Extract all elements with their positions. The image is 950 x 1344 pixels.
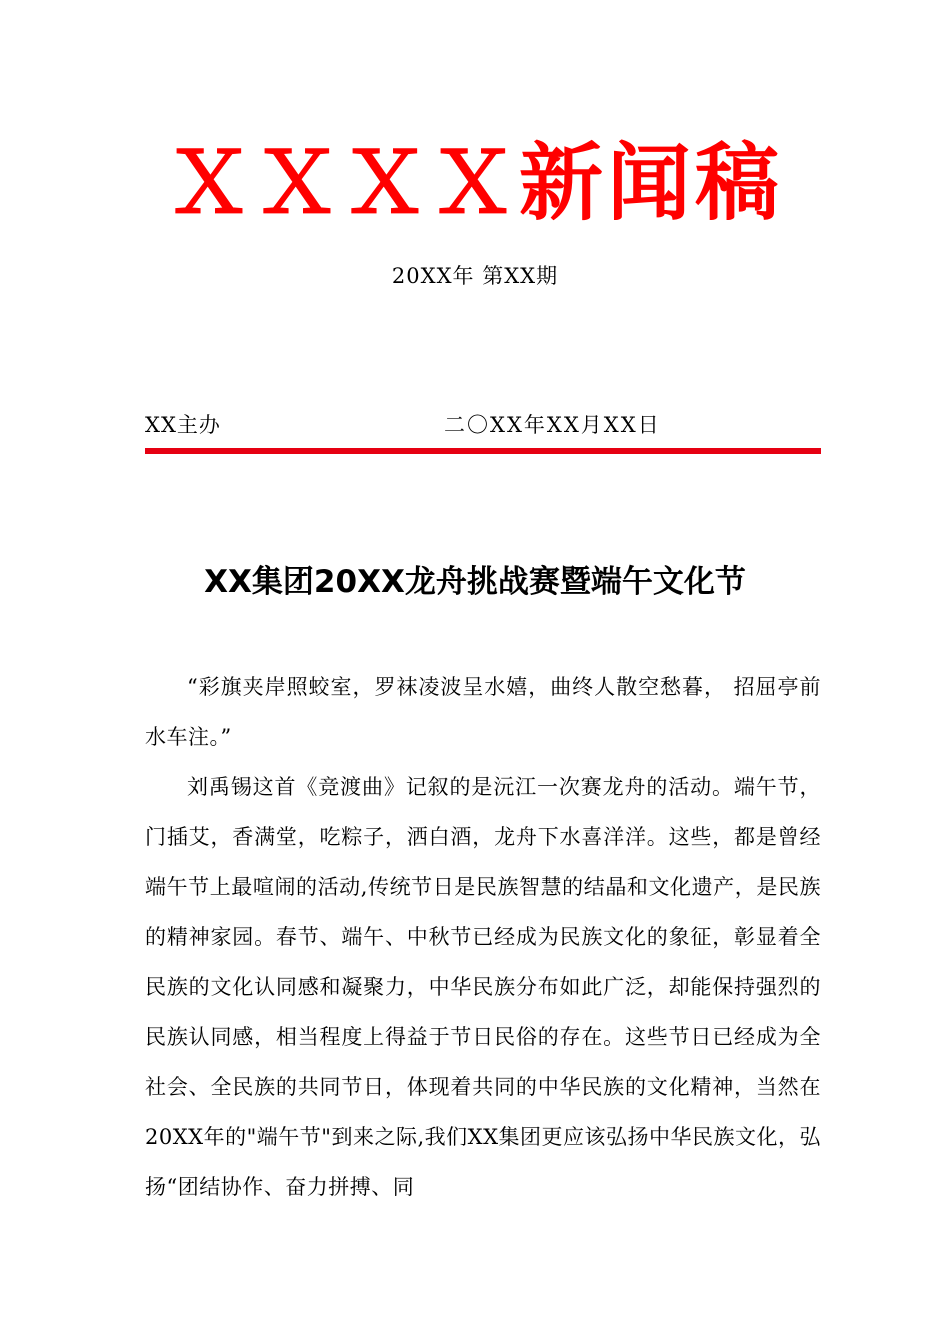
red-divider — [145, 448, 821, 454]
issue-date: 二〇XX年XX月XX日 — [444, 413, 661, 437]
article-paragraph: 刘禹锡这首《竞渡曲》记叙的是沅江一次赛龙舟的活动。端午节，门插艾，香满堂，吃粽子，洒白酒，龙舟下水喜洋洋。这些，都是曾经端午节上最喧闹的活动,传统节日是民族智慧的结晶和文化遗产，是民族的精神家园。春节、端午、中秋节已经成为民族文化的象征，彰显着全民族的文化认同感和凝聚力，中华民族分布如此广泛，却能保持强烈的民族认同感，相当程度上得益于节日民俗的存在。这些节日已经成为全社会、全民族的共同节日，体现着共同的中华民族的文化精神，当然在20XX年的"端午节"到来之际,我们XX集团更应该弘扬中华民族文化，弘扬“团结协作、奋力拼搏、同 — [145, 775, 822, 1199]
article-paragraph: “彩旗夹岸照蛟室，罗袜凌波呈水嬉，曲终人散空愁暮， 招屈亭前水车注。” — [145, 675, 821, 749]
issue-number: 20XX年 第XX期 — [391, 264, 559, 288]
sponsor-label: XX主办 — [145, 413, 221, 437]
article-title: XX集团20XX龙舟挑战赛暨端午文化节 — [204, 564, 746, 600]
masthead-title: ＸＸＸＸ新闻稿 — [166, 133, 783, 232]
article-body — [145, 662, 821, 1212]
